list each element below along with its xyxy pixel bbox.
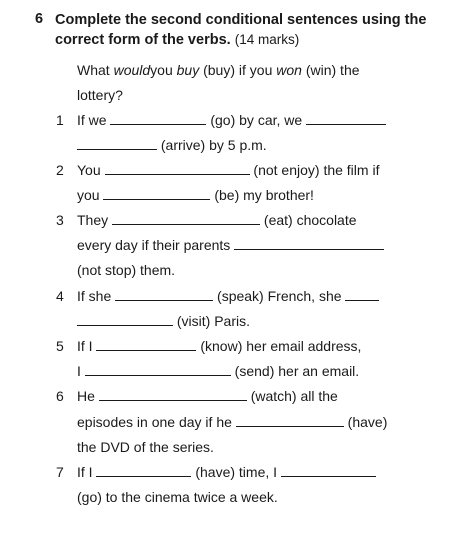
answer-blank[interactable] (234, 237, 384, 250)
answer-blank[interactable] (99, 388, 247, 401)
item-1-line-2: (arrive) by 5 p.m. (77, 137, 447, 154)
answer-blank[interactable] (110, 112, 206, 125)
answer-blank[interactable] (96, 338, 196, 351)
answer-blank[interactable] (85, 363, 231, 376)
answer-blank[interactable] (77, 137, 157, 150)
answer-blank[interactable] (77, 313, 173, 326)
answer-blank[interactable] (345, 288, 379, 301)
item-6-line-2: episodes in one day if he (have) (77, 414, 388, 430)
item-2-line-1: You (not enjoy) the film if (77, 162, 380, 178)
instructions-text: Complete the second conditional sentences using the correct form of the verbs. (55, 12, 427, 48)
item-1-line-1: If we (go) by car, we (77, 112, 447, 129)
exercise-instructions (55, 11, 445, 50)
example-line-1: What wouldyou buy (buy) if you won (win) the (77, 62, 360, 78)
item-2-line-2: you (be) my brother! (77, 187, 314, 203)
item-3-line-1: They (eat) chocolate (77, 212, 357, 228)
answer-blank[interactable] (306, 112, 386, 125)
answer-blank[interactable] (281, 464, 376, 477)
item-5-line-1: If I (know) her email address, (77, 338, 362, 354)
item-7-line-2: (go) to the cinema twice a week. (77, 489, 278, 505)
answer-blank[interactable] (112, 212, 260, 225)
item-3-line-2: every day if their parents (77, 237, 447, 254)
item-number: 4 (56, 288, 64, 304)
item-6-line-3: the DVD of the series. (77, 439, 214, 455)
example-answer: won (276, 62, 302, 78)
item-4-line-2: (visit) Paris. (77, 313, 447, 330)
example-answer: would (113, 62, 151, 78)
answer-blank[interactable] (236, 414, 344, 427)
item-3-line-3: (not stop) them. (77, 262, 176, 278)
item-number: 5 (56, 338, 64, 354)
answer-blank[interactable] (96, 464, 191, 477)
item-6-line-1: He (watch) all the (77, 388, 338, 404)
item-number: 6 (56, 388, 64, 404)
item-number: 1 (56, 112, 64, 128)
answer-blank[interactable] (105, 162, 250, 175)
item-5-line-2: I (send) her an email. (77, 363, 360, 379)
item-number: 7 (56, 464, 64, 480)
example-line-2: lottery? (77, 87, 123, 103)
item-number: 3 (56, 212, 64, 228)
item-number: 2 (56, 162, 64, 178)
answer-blank[interactable] (103, 187, 210, 200)
example-answer: buy (176, 62, 200, 78)
exercise-number: 6 (35, 11, 44, 27)
item-4-line-1: If she (speak) French, she (77, 288, 447, 305)
answer-blank[interactable] (115, 288, 213, 301)
item-7-line-1: If I (have) time, I (77, 464, 447, 481)
marks-label: (14 marks) (234, 32, 300, 47)
